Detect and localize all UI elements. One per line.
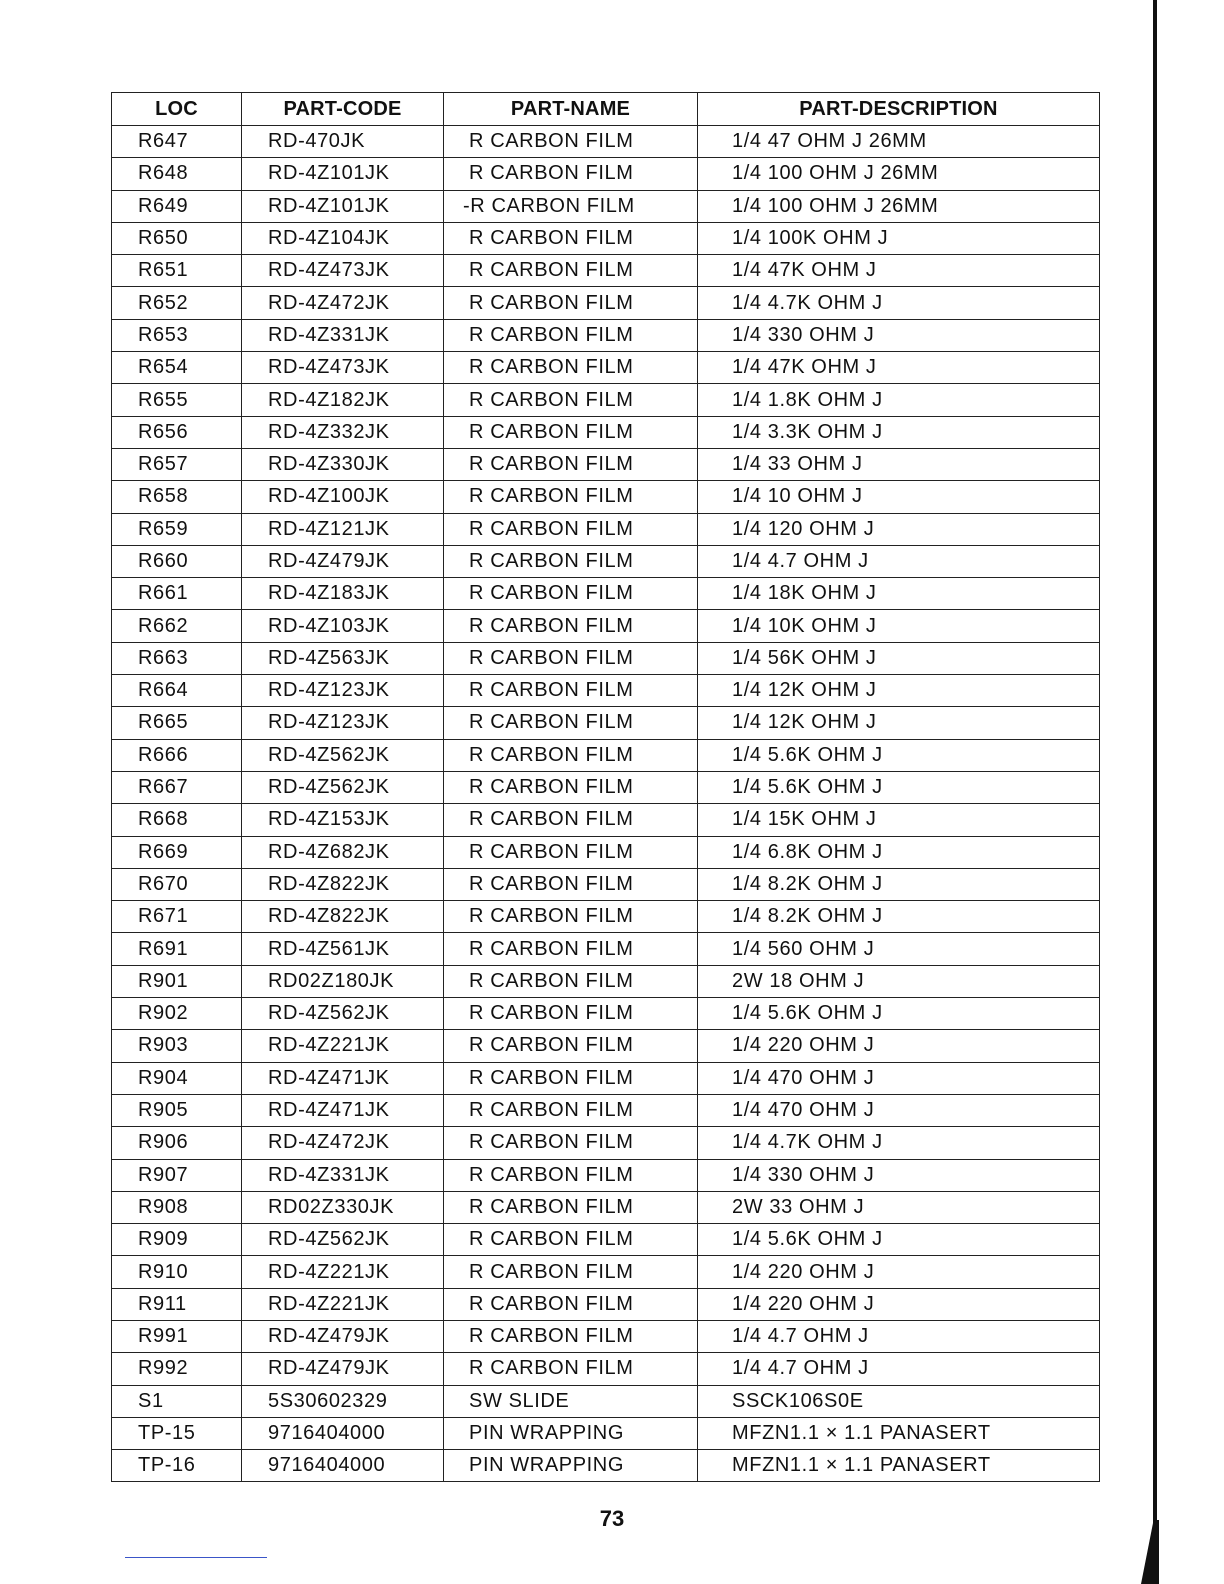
cell-part-name: R CARBON FILM: [444, 739, 698, 771]
table-row: [112, 771, 1100, 803]
table-row: [112, 287, 1100, 319]
cell-loc: R648: [112, 158, 242, 190]
cell-part-description: 1/4 47K OHM J: [698, 352, 1100, 384]
cell-part-name: R CARBON FILM: [444, 416, 698, 448]
cell-part-description: 1/4 470 OHM J: [698, 1094, 1100, 1126]
table-row: [112, 642, 1100, 674]
cell-part-code: RD-4Z103JK: [242, 610, 444, 642]
cell-part-name: R CARBON FILM: [444, 1288, 698, 1320]
cell-part-code: RD-4Z563JK: [242, 642, 444, 674]
cell-part-name: R CARBON FILM: [444, 804, 698, 836]
cell-part-code: 9716404000: [242, 1417, 444, 1449]
table-row: [112, 255, 1100, 287]
cell-part-code: RD-4Z472JK: [242, 1127, 444, 1159]
footnote-rule: [125, 1557, 267, 1558]
cell-part-name: R CARBON FILM: [444, 965, 698, 997]
table-row: [112, 1030, 1100, 1062]
table-row: [112, 578, 1100, 610]
cell-part-description: 1/4 47 OHM J 26MM: [698, 126, 1100, 158]
table-row: [112, 1256, 1100, 1288]
cell-part-description: 1/4 5.6K OHM J: [698, 771, 1100, 803]
cell-part-name: R CARBON FILM: [444, 1159, 698, 1191]
cell-part-description: SSCK106S0E: [698, 1385, 1100, 1417]
cell-part-code: RD-4Z479JK: [242, 1320, 444, 1352]
cell-part-code: RD-4Z101JK: [242, 190, 444, 222]
cell-loc: R650: [112, 222, 242, 254]
cell-loc: R906: [112, 1127, 242, 1159]
cell-part-description: 1/4 100 OHM J 26MM: [698, 190, 1100, 222]
cell-part-description: 1/4 120 OHM J: [698, 513, 1100, 545]
cell-part-name: R CARBON FILM: [444, 1062, 698, 1094]
cell-part-name: R CARBON FILM: [444, 1224, 698, 1256]
cell-part-description: 1/4 10 OHM J: [698, 481, 1100, 513]
table-row: [112, 448, 1100, 480]
cell-part-description: 1/4 100 OHM J 26MM: [698, 158, 1100, 190]
cell-part-description: 1/4 4.7 OHM J: [698, 1320, 1100, 1352]
table-row: [112, 1159, 1100, 1191]
cell-loc: R649: [112, 190, 242, 222]
cell-part-description: 1/4 4.7K OHM J: [698, 287, 1100, 319]
cell-loc: TP-15: [112, 1417, 242, 1449]
table-row: [112, 513, 1100, 545]
cell-part-name: R CARBON FILM: [444, 675, 698, 707]
cell-loc: R666: [112, 739, 242, 771]
cell-part-code: RD-4Z330JK: [242, 448, 444, 480]
table-row: [112, 836, 1100, 868]
cell-part-description: 1/4 10K OHM J: [698, 610, 1100, 642]
cell-loc: R657: [112, 448, 242, 480]
table-row: [112, 1127, 1100, 1159]
cell-part-name: R CARBON FILM: [444, 1030, 698, 1062]
cell-part-name: R CARBON FILM: [444, 933, 698, 965]
table-row: [112, 222, 1100, 254]
cell-part-code: RD-4Z561JK: [242, 933, 444, 965]
cell-part-name: PIN WRAPPING: [444, 1417, 698, 1449]
cell-part-name: R CARBON FILM: [444, 901, 698, 933]
cell-part-code: RD-4Z221JK: [242, 1030, 444, 1062]
cell-part-name: R CARBON FILM: [444, 707, 698, 739]
cell-part-code: RD-4Z221JK: [242, 1256, 444, 1288]
table-row: [112, 1191, 1100, 1223]
table-row: [112, 933, 1100, 965]
cell-part-code: RD-4Z121JK: [242, 513, 444, 545]
cell-part-description: 1/4 4.7K OHM J: [698, 1127, 1100, 1159]
table-row: [112, 1353, 1100, 1385]
cell-part-description: 1/4 5.6K OHM J: [698, 998, 1100, 1030]
cell-part-code: RD-4Z471JK: [242, 1062, 444, 1094]
cell-part-description: 1/4 220 OHM J: [698, 1288, 1100, 1320]
cell-part-description: 2W 18 OHM J: [698, 965, 1100, 997]
cell-part-code: RD-4Z104JK: [242, 222, 444, 254]
cell-part-description: 1/4 56K OHM J: [698, 642, 1100, 674]
table-row: [112, 965, 1100, 997]
table-row: [112, 1320, 1100, 1352]
cell-part-code: RD-4Z182JK: [242, 384, 444, 416]
cell-loc: S1: [112, 1385, 242, 1417]
header-part-code: PART-CODE: [242, 93, 444, 126]
table-row: [112, 1417, 1100, 1449]
cell-loc: R670: [112, 868, 242, 900]
cell-part-code: RD-4Z331JK: [242, 1159, 444, 1191]
cell-part-description: 1/4 560 OHM J: [698, 933, 1100, 965]
cell-part-description: 1/4 470 OHM J: [698, 1062, 1100, 1094]
cell-loc: R664: [112, 675, 242, 707]
cell-part-description: 1/4 12K OHM J: [698, 707, 1100, 739]
cell-loc: R655: [112, 384, 242, 416]
cell-part-code: RD-4Z221JK: [242, 1288, 444, 1320]
cell-part-name: R CARBON FILM: [444, 448, 698, 480]
cell-part-code: RD-4Z183JK: [242, 578, 444, 610]
header-part-description: PART-DESCRIPTION: [698, 93, 1100, 126]
cell-part-description: 1/4 330 OHM J: [698, 319, 1100, 351]
cell-loc: R909: [112, 1224, 242, 1256]
cell-part-description: 1/4 3.3K OHM J: [698, 416, 1100, 448]
cell-part-name: R CARBON FILM: [444, 158, 698, 190]
table-row: [112, 352, 1100, 384]
cell-part-name: SW SLIDE: [444, 1385, 698, 1417]
table-row: [112, 868, 1100, 900]
cell-part-code: RD02Z180JK: [242, 965, 444, 997]
cell-part-code: RD-4Z472JK: [242, 287, 444, 319]
binding-edge: [1153, 0, 1157, 1584]
cell-loc: R903: [112, 1030, 242, 1062]
cell-part-name: R CARBON FILM: [444, 126, 698, 158]
cell-part-code: RD-4Z123JK: [242, 675, 444, 707]
table-row: [112, 126, 1100, 158]
cell-loc: R654: [112, 352, 242, 384]
cell-part-name: R CARBON FILM: [444, 610, 698, 642]
table-row: [112, 158, 1100, 190]
cell-part-description: 1/4 12K OHM J: [698, 675, 1100, 707]
cell-loc: R652: [112, 287, 242, 319]
cell-part-description: 1/4 47K OHM J: [698, 255, 1100, 287]
table-row: [112, 190, 1100, 222]
cell-part-description: 1/4 5.6K OHM J: [698, 739, 1100, 771]
cell-part-name: R CARBON FILM: [444, 545, 698, 577]
cell-part-code: RD-4Z479JK: [242, 545, 444, 577]
cell-loc: R691: [112, 933, 242, 965]
cell-loc: R656: [112, 416, 242, 448]
cell-loc: R910: [112, 1256, 242, 1288]
cell-part-code: RD-4Z332JK: [242, 416, 444, 448]
header-loc: LOC: [112, 93, 242, 126]
cell-part-name: PIN WRAPPING: [444, 1450, 698, 1482]
cell-part-code: RD-4Z822JK: [242, 901, 444, 933]
cell-part-name: R CARBON FILM: [444, 255, 698, 287]
cell-part-name: R CARBON FILM: [444, 1191, 698, 1223]
cell-part-name: R CARBON FILM: [444, 868, 698, 900]
table-row: [112, 998, 1100, 1030]
cell-part-code: RD-4Z822JK: [242, 868, 444, 900]
cell-part-name: R CARBON FILM: [444, 384, 698, 416]
cell-part-name: R CARBON FILM: [444, 222, 698, 254]
cell-part-code: 5S30602329: [242, 1385, 444, 1417]
table-row: [112, 804, 1100, 836]
cell-part-code: RD-4Z562JK: [242, 771, 444, 803]
table-row: [112, 1062, 1100, 1094]
cell-part-description: 1/4 100K OHM J: [698, 222, 1100, 254]
cell-part-name: R CARBON FILM: [444, 352, 698, 384]
cell-part-name: R CARBON FILM: [444, 1094, 698, 1126]
cell-loc: R907: [112, 1159, 242, 1191]
cell-part-name: R CARBON FILM: [444, 319, 698, 351]
cell-part-code: RD-4Z101JK: [242, 158, 444, 190]
cell-loc: R667: [112, 771, 242, 803]
cell-part-code: RD02Z330JK: [242, 1191, 444, 1223]
cell-loc: R647: [112, 126, 242, 158]
table-row: [112, 707, 1100, 739]
cell-part-name: R CARBON FILM: [444, 481, 698, 513]
cell-part-name: R CARBON FILM: [444, 1320, 698, 1352]
cell-loc: R665: [112, 707, 242, 739]
cell-part-code: RD-4Z562JK: [242, 739, 444, 771]
cell-part-name: R CARBON FILM: [444, 771, 698, 803]
cell-loc: R669: [112, 836, 242, 868]
cell-loc: R902: [112, 998, 242, 1030]
page-number: 73: [599, 1506, 625, 1531]
cell-loc: R663: [112, 642, 242, 674]
cell-loc: R651: [112, 255, 242, 287]
table-row: [112, 545, 1100, 577]
parts-list-table: [111, 92, 1100, 1482]
cell-part-code: RD-4Z100JK: [242, 481, 444, 513]
cell-part-name: R CARBON FILM: [444, 1353, 698, 1385]
cell-loc: R653: [112, 319, 242, 351]
cell-part-name: R CARBON FILM: [444, 1127, 698, 1159]
cell-part-code: RD-4Z471JK: [242, 1094, 444, 1126]
cell-loc: R659: [112, 513, 242, 545]
cell-part-description: 1/4 330 OHM J: [698, 1159, 1100, 1191]
cell-part-code: RD-4Z123JK: [242, 707, 444, 739]
cell-loc: R908: [112, 1191, 242, 1223]
table-row: [112, 1385, 1100, 1417]
cell-part-description: 2W 33 OHM J: [698, 1191, 1100, 1223]
cell-loc: R658: [112, 481, 242, 513]
cell-part-name: R CARBON FILM: [444, 287, 698, 319]
cell-part-code: RD-4Z682JK: [242, 836, 444, 868]
cell-part-description: 1/4 4.7 OHM J: [698, 1353, 1100, 1385]
cell-loc: R911: [112, 1288, 242, 1320]
cell-part-code: RD-4Z473JK: [242, 255, 444, 287]
cell-part-description: 1/4 8.2K OHM J: [698, 868, 1100, 900]
cell-loc: R671: [112, 901, 242, 933]
table-row: [112, 1224, 1100, 1256]
table-row: [112, 319, 1100, 351]
table-row: [112, 481, 1100, 513]
cell-part-description: 1/4 15K OHM J: [698, 804, 1100, 836]
cell-part-code: RD-4Z153JK: [242, 804, 444, 836]
cell-part-description: 1/4 4.7 OHM J: [698, 545, 1100, 577]
cell-loc: TP-16: [112, 1450, 242, 1482]
cell-part-description: MFZN1.1 × 1.1 PANASERT: [698, 1450, 1100, 1482]
cell-part-code: RD-4Z562JK: [242, 1224, 444, 1256]
cell-part-name: -R CARBON FILM: [444, 190, 698, 222]
cell-part-description: 1/4 33 OHM J: [698, 448, 1100, 480]
table-row: [112, 1094, 1100, 1126]
cell-part-code: RD-4Z473JK: [242, 352, 444, 384]
cell-part-description: 1/4 220 OHM J: [698, 1256, 1100, 1288]
cell-part-description: 1/4 18K OHM J: [698, 578, 1100, 610]
cell-part-name: R CARBON FILM: [444, 642, 698, 674]
table-row: [112, 610, 1100, 642]
cell-part-description: 1/4 1.8K OHM J: [698, 384, 1100, 416]
cell-part-description: 1/4 5.6K OHM J: [698, 1224, 1100, 1256]
table-body: [112, 126, 1100, 1482]
cell-loc: R992: [112, 1353, 242, 1385]
cell-part-code: RD-470JK: [242, 126, 444, 158]
table-row: [112, 901, 1100, 933]
table-row: [112, 416, 1100, 448]
cell-part-code: RD-4Z479JK: [242, 1353, 444, 1385]
cell-loc: R991: [112, 1320, 242, 1352]
cell-part-name: R CARBON FILM: [444, 836, 698, 868]
cell-loc: R905: [112, 1094, 242, 1126]
cell-loc: R668: [112, 804, 242, 836]
cell-part-description: 1/4 6.8K OHM J: [698, 836, 1100, 868]
cell-part-name: R CARBON FILM: [444, 998, 698, 1030]
cell-part-code: 9716404000: [242, 1450, 444, 1482]
cell-part-code: RD-4Z331JK: [242, 319, 444, 351]
table-row: [112, 675, 1100, 707]
cell-part-code: RD-4Z562JK: [242, 998, 444, 1030]
cell-loc: R662: [112, 610, 242, 642]
cell-part-description: 1/4 220 OHM J: [698, 1030, 1100, 1062]
table-row: [112, 739, 1100, 771]
cell-loc: R904: [112, 1062, 242, 1094]
table-row: [112, 384, 1100, 416]
cell-part-name: R CARBON FILM: [444, 578, 698, 610]
cell-part-name: R CARBON FILM: [444, 1256, 698, 1288]
table-row: [112, 1288, 1100, 1320]
cell-part-description: MFZN1.1 × 1.1 PANASERT: [698, 1417, 1100, 1449]
table-header-row: [112, 93, 1100, 126]
cell-part-name: R CARBON FILM: [444, 513, 698, 545]
table-row: [112, 1450, 1100, 1482]
cell-part-description: 1/4 8.2K OHM J: [698, 901, 1100, 933]
cell-loc: R661: [112, 578, 242, 610]
cell-loc: R660: [112, 545, 242, 577]
header-part-name: PART-NAME: [444, 93, 698, 126]
cell-loc: R901: [112, 965, 242, 997]
